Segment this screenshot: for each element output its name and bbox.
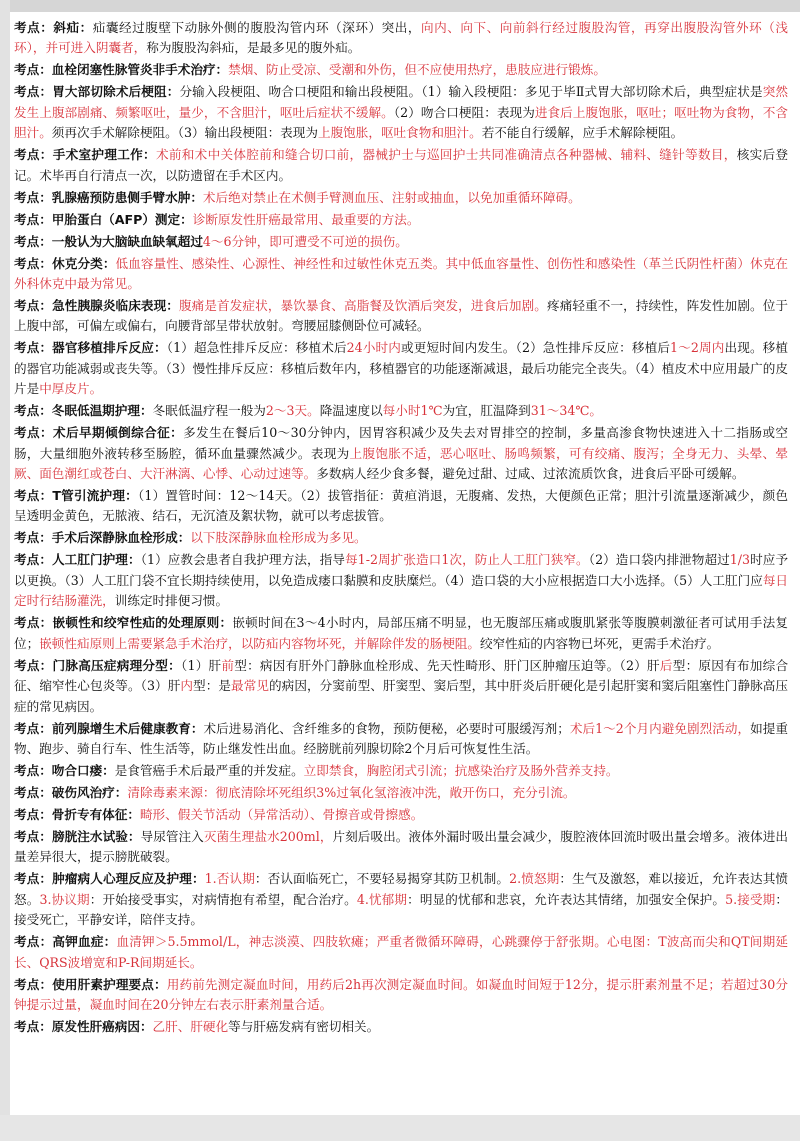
highlighted-text: 立即禁食，胸腔闭式引流；抗感染治疗及肠外营养支持。 [303,762,619,778]
note-entry [14,805,788,825]
entry-title: 术后早期倾倒综合征： [53,425,184,441]
note-entry [14,550,788,611]
entry-title: 器官移植排斥反应： [52,340,167,356]
highlighted-text: 5.接受期 [725,891,776,907]
entry-title: 破伤风治疗： [51,784,128,800]
entry-label: 考点： [14,806,52,822]
note-entry [14,613,788,654]
highlighted-text: 每日定时行结肠灌洗， [14,572,789,609]
body-text: （1）应教会患者自我护理方法，指导 [140,552,346,568]
body-text: （1）肝 [180,657,222,673]
highlighted-text: 31～34℃。 [530,403,603,419]
note-entry [14,528,788,548]
entry-title: 休克分类： [52,255,116,271]
note-entry [14,656,788,717]
body-text: 的病因，分窦前型、肝窦型、窦后型，其中肝炎后肝硬化是引起肝窦和窦后阻塞性门静脉高压症的常见病因。 [14,678,789,714]
entry-title: 乳腺癌预防患侧手臂水肿： [51,189,203,205]
entry-title: 手术室护理工作： [52,147,156,163]
highlighted-text: 2.愤怒期 [509,871,560,887]
top-edge [0,0,800,12]
note-entry [14,719,788,760]
body-text: 疼痛轻重不一，持续性，阵发性加剧。位于上腹中部，可偏左或偏右，向腰背部呈带状放射。弯腰屈膝侧卧位可减轻。 [14,298,789,334]
note-entry [14,827,788,868]
body-text: ：接受死亡，平静安详，陪伴支持。 [14,891,788,928]
bottom-edge [0,1115,800,1141]
body-text: 型：病因有肝外门静脉血栓形成、先天性畸形、肝门区肿瘤压迫等。（2）肝 [234,657,660,673]
body-text: （2）造口袋内排泄物超过 [588,552,730,568]
highlighted-text: 清除毒素来源：彻底清除坏死组织3%过氧化氢溶液冲洗，敞开伤口，充分引流。 [127,784,576,800]
body-text: ：明显的忧郁和悲哀，允许表达其情绪，加强安全保护。 [407,891,726,907]
highlighted-text: 灭菌生理盐水200ml， [203,828,333,844]
highlighted-text: 3.协议期 [39,891,90,907]
body-text: 降温速度以 [319,403,383,419]
body-text: 冬眠低温疗程一般为 [152,403,266,419]
body-text: 如提重物、跑步、骑自行车、性生活等，防止继发性出血。经膀胱前列腺切除2个月后可恢复性生活。 [14,720,789,756]
note-entry [14,338,788,399]
highlighted-text: 4.忧郁期 [356,891,408,907]
note-entry [14,783,788,803]
highlighted-text: 乙肝、肝硬化 [152,1018,229,1034]
entry-label: 考点： [14,934,53,950]
note-entry [14,254,788,295]
entry-title: 嵌顿性和绞窄性疝的处理原则： [52,615,233,631]
entry-label: 考点： [14,403,52,419]
entry-title: 急性胰腺炎临床表现： [52,298,179,314]
body-text: （2）吻合口梗阻：表现为 [393,104,535,120]
body-text: 嵌顿时间在3～4小时内，局部压痛不明显，也无腹部压痛或腹肌紧张等腹膜刺激征者可试用手法复位； [14,615,789,651]
entry-title: T管引流护理： [52,488,138,504]
highlighted-text: 术后1～2个月内避免剧烈活动， [569,720,751,736]
body-text: ：开始接受事实，对病情抱有希望，配合治疗。 [89,891,357,907]
highlighted-text: 内 [180,678,194,694]
note-entry [14,188,788,208]
entry-title: 使用肝素护理要点： [52,976,167,992]
highlighted-text: 向内、向下、向前斜行经过腹股沟管，再穿出腹股沟管外环（浅环），并可进入阴囊者， [14,20,789,56]
entry-label: 考点： [14,233,52,249]
entry-label: 考点： [14,976,53,992]
body-text: 分输入段梗阻、吻合口梗阻和输出段梗阻。（1）输入段梗阻：多见于毕Ⅱ式胃大部切除术后，典型症状是 [179,84,763,100]
highlighted-text: 血清钾＞5.5mmol/L，神志淡漠、四肢软瘫；严重者微循环障碍，心跳骤停于舒张期。心电图：T波高而尖和QT间期延长、QRS波增宽和P-R间期延长。 [14,934,789,970]
entry-label: 考点： [14,255,53,271]
body-text: 型：是 [193,678,232,694]
highlighted-text: 进食后上腹饱胀，呕吐；呕吐物为食物，不含胆汁。 [14,104,789,141]
body-text: 导尿管注入 [140,828,204,844]
highlighted-text: 突然发生上腹部剧痛、频繁呕吐，量少，不含胆汁，呕吐后症状不缓解。 [14,84,789,120]
entry-title: 一般认为大脑缺血缺氧超过 [51,233,203,249]
body-text: 片刻后吸出。液体外漏时吸出量会减少，腹腔液体回流时吸出量会增多。液体进出量差异很大，提示膀胱破裂。 [14,828,789,865]
entry-label: 考点： [14,340,53,356]
entry-title: 骨折专有体征： [51,806,140,822]
entry-title: 吻合口瘘： [51,762,115,778]
entry-label: 考点： [14,189,52,205]
entry-label: 考点： [14,425,54,441]
highlighted-text: 禁烟、防止受凉、受潮和外伤，但不应使用热疗，患肢应进行锻炼。 [228,62,606,78]
highlighted-text: 每小时1℃ [382,403,443,419]
entry-label: 考点： [14,1018,52,1034]
highlighted-text: 4～6分钟，即可遭受不可逆的损伤。 [202,233,408,249]
note-entry [14,60,788,80]
body-text: 等与肝癌发病有密切相关。 [228,1018,380,1034]
note-entry [14,486,788,527]
entry-title: 人工肛门护理： [52,552,141,568]
entry-label: 考点： [14,762,52,778]
highlighted-text: 上腹饱胀，呕吐食物和胆汁。 [317,125,482,141]
body-text: 若不能自行缓解，应手术解除梗阻。 [481,125,684,141]
body-text: 型：原因有布加综合征、缩窄性心包炎等。（3）肝 [14,657,789,694]
entry-label: 考点： [14,62,52,78]
body-text: 须再次手术解除梗阻。（3）输出段梗阻：表现为 [51,125,318,141]
note-entry [14,145,788,186]
entry-label: 考点： [14,784,52,800]
entry-label: 考点： [14,84,53,100]
body-text: 为宜，肛温降到 [442,403,531,419]
entry-title: 肿瘤病人心理反应及护理： [52,871,205,887]
entry-title: 原发性肝癌病因： [51,1018,153,1034]
body-text: 多发生在餐后10～30分钟内，因胃容积减少及失去对胃排空的控制，多量高渗食物快速进入十二指肠或空肠，大量细胞外液转移至肠腔，循环血量骤然减少。表现为 [14,425,788,461]
body-text: 术后进易消化、含纤维多的食物，预防便秘，必要时可服缓泻剂； [203,720,570,736]
entry-title: 前列腺增生术后健康教育： [51,720,204,736]
entry-label: 考点： [14,871,53,887]
entry-label: 考点： [14,657,53,673]
body-text: 训练定时排便习惯。 [114,593,229,609]
highlighted-text: 后 [659,657,673,673]
left-edge [0,0,10,1141]
entry-label: 考点： [14,828,52,844]
note-entry [14,869,788,930]
highlighted-text: 腹痛是首发症状，暴饮暴食、高脂餐及饮酒后突发，进食后加剧。 [178,298,547,314]
body-text: 时应予以更换。（3）人工肛门袋不宜长期持续使用，以免造成瘘口黏膜和皮肤糜烂。（4）造口袋的大小应根据造口大小选择。（5）人工肛门应 [14,552,789,588]
entry-title: 胃大部切除术后梗阻： [52,84,180,100]
note-entry [14,82,788,143]
entry-title: 高钾血症： [52,934,117,950]
body-text: 绞窄性疝的内容物已坏死，更需手术治疗。 [479,635,720,651]
body-text: ：生气及激怒，难以接近，允许表达其愤怒。 [14,871,789,907]
note-entry [14,296,788,337]
body-text: 称为腹股沟斜疝，是最多见的腹外疝。 [146,40,361,56]
highlighted-text: 术前和术中关体腔前和缝合切口前，器械护士与巡回护士共同准确清点各种器械、辅料、缝针等数目， [155,147,737,163]
body-text: （1）超急性排斥反应：移植术后 [166,340,347,356]
highlighted-text: 24小时内 [346,340,401,356]
entry-label: 考点： [14,211,52,227]
highlighted-text: 2～3天。 [265,403,320,419]
body-text: 或更短时间内发生。（2）急性排斥反应：移植后 [401,340,671,356]
highlighted-text: 低血容量性、感染性、心源性、神经性和过敏性休克五类。其中低血容量性、创伤性和感染性（革兰氏阴性杆菌）休克在外科休克中最为常见。 [14,255,789,292]
entry-label: 考点： [14,720,52,736]
entry-title: 冬眠低温期护理： [51,403,153,419]
entry-title: 血栓闭塞性脉管炎非手术治疗： [51,62,229,78]
highlighted-text: 每1-2周扩张造口1次，防止人工肛门狭窄。 [345,552,589,568]
highlighted-text: 中厚皮片。 [39,381,103,397]
highlighted-text: 1.否认期 [204,871,255,887]
entry-label: 考点： [14,615,53,631]
highlighted-text: 用药前先测定凝血时间，用药后2h再次测定凝血时间。如凝血时间短于12分，提示肝素剂量不足；若超过30分钟提示过量，凝血时间在20分钟左右表示肝素剂量合适。 [14,976,788,1012]
entry-title: 手术后深静脉血栓形成： [51,530,191,546]
body-text: （1）置管时间：12～14天。（2）拔管指征：黄疸消退，无腹痛、发热，大便颜色正常；胆汁引流量逐渐减少，颜色呈透明金黄色，无脓液、结石，无沉渣及絮状物，就可以考虑拔管。 [14,488,789,524]
highlighted-text: 术后绝对禁止在术侧手臂测血压、注射或抽血，以免加重循环障碍。 [202,189,581,205]
notes-content [14,18,788,1037]
note-entry [14,210,788,230]
note-entry [14,975,788,1016]
note-entry [14,18,788,59]
entry-label: 考点： [14,552,52,568]
highlighted-text: 嵌顿性疝原则上需要紧急手术治疗，以防疝内容物坏死，并解除伴发的肠梗阻。 [39,635,480,651]
highlighted-text: 最常见 [231,678,270,694]
body-text: 出现。移植的器官功能减弱或丧失等。（3）慢性排斥反应：移植后数年内，移植器官的功能逐渐减退，最后功能完全丧失。（4）植皮术中应用最广的皮片是 [14,340,789,397]
note-entry [14,232,788,252]
entry-title: 斜疝： [53,20,93,35]
highlighted-text: 以下肢深静脉血栓形成为多见。 [190,530,367,546]
highlighted-text: 上腹饱胀不适，恶心呕吐、肠鸣频繁，可有绞痛、腹泻；全身无力、头晕、晕厥、面色潮红或苍白、大汗淋漓、心悸、心动过速等。 [14,445,789,482]
note-entry [14,761,788,781]
entry-label: 考点： [14,147,53,163]
body-text: 核实后登记。术毕再自行清点一次，以防遗留在手术区内。 [14,147,789,183]
body-text: ：否认面临死亡，不要轻易揭穿其防卫机制。 [254,871,510,887]
entry-title: 门脉高压症病理分型： [52,657,181,673]
note-entry [14,401,788,421]
body-text: 是食管癌手术后最严重的并发症。 [114,762,304,778]
note-entry [14,423,788,484]
entry-title: 甲胎蛋白（AFP）测定： [51,211,193,227]
note-entry [14,1017,788,1037]
entry-label: 考点： [14,298,53,314]
body-text: 疝囊经过腹壁下动脉外侧的腹股沟管内环（深环）突出， [92,20,421,35]
highlighted-text: 1～2周内 [670,340,725,356]
entry-label: 考点： [14,530,52,546]
note-entry [14,932,788,973]
highlighted-text: 1/3 [729,552,751,568]
entry-label: 考点： [14,20,54,35]
body-text: 多数病人经少食多餐，避免过甜、过咸、过浓流质饮食，进食后平卧可缓解。 [316,466,745,482]
highlighted-text: 前 [221,657,235,673]
entry-label: 考点： [14,488,53,504]
highlighted-text: 诊断原发性肝癌最常用、最重要的方法。 [192,211,420,227]
highlighted-text: 畸形、假关节活动（异常活动）、骨擦音或骨擦感。 [139,806,424,822]
entry-title: 膀胱注水试验： [51,828,141,844]
